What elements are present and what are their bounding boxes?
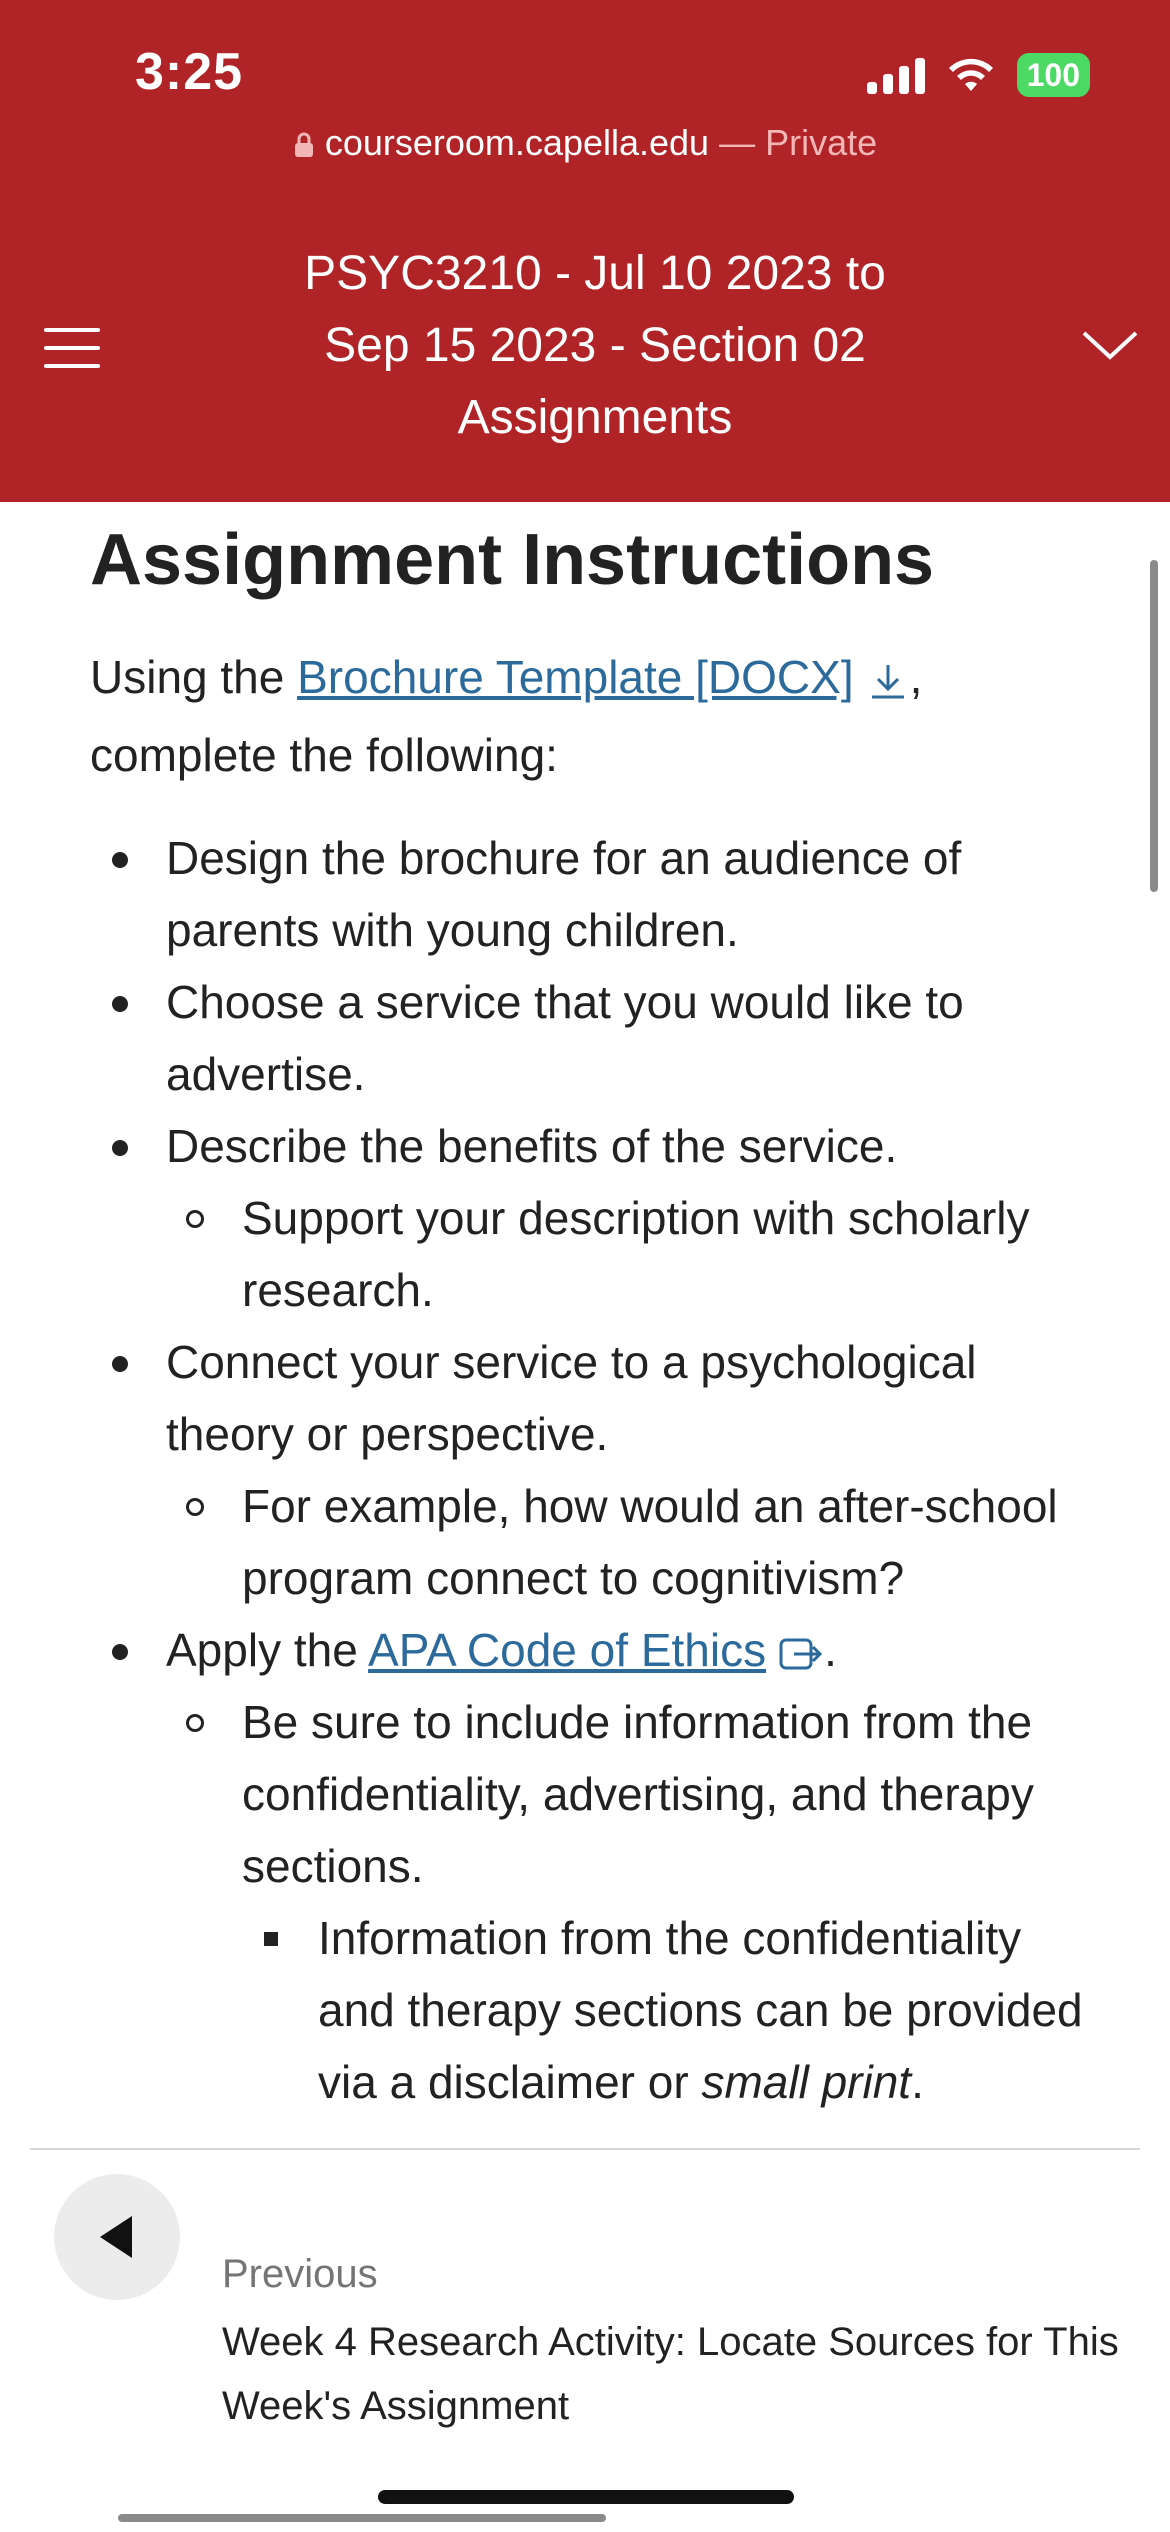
sub-list-item	[166, 1470, 1110, 1614]
horizontal-scrollbar[interactable]	[118, 2514, 606, 2522]
bullet-text: Connect your service to a psychological theory or perspective.	[166, 1336, 977, 1460]
bullet-text: Describe the benefits of the service.	[166, 1120, 898, 1172]
bullet-icon	[112, 1356, 128, 1372]
circle-bullet-icon	[186, 1714, 204, 1732]
page-title: Assignment Instructions	[90, 520, 935, 600]
sub-list-item	[166, 1686, 1110, 2118]
sub-bullet-text: For example, how would an after-school program connect to cognitivism?	[242, 1480, 1058, 1604]
course-title	[230, 238, 960, 454]
course-title-line3: Assignments	[457, 391, 733, 444]
download-icon[interactable]	[866, 659, 910, 703]
list-item	[90, 1614, 1110, 2118]
list-item	[90, 1326, 1110, 1614]
bullet-text: Choose a service that you would like to advertise.	[166, 976, 964, 1100]
back-arrow-icon	[96, 2212, 136, 2262]
list-item	[90, 822, 1110, 966]
vertical-scrollbar[interactable]	[1150, 560, 1158, 892]
square-bullet-icon	[264, 1932, 278, 1946]
address-bar[interactable]	[0, 122, 1170, 164]
lock-icon	[293, 131, 315, 159]
course-title-line1: PSYC3210 - Jul 10 2023 to	[304, 247, 886, 300]
bullet-icon	[112, 996, 128, 1012]
main-content	[90, 520, 1110, 2118]
status-icons	[867, 50, 1090, 100]
footer-divider	[30, 2148, 1140, 2150]
chevron-down-icon[interactable]	[1080, 325, 1140, 365]
bullet-icon	[112, 1140, 128, 1156]
intro-line2: complete the following:	[90, 729, 558, 781]
previous-button[interactable]	[54, 2174, 180, 2300]
small-print-text: small print	[701, 2056, 912, 2108]
wifi-icon	[947, 57, 995, 93]
sub-sub-bullet-suffix: .	[911, 2056, 924, 2108]
sub-list-item	[166, 1182, 1110, 1326]
instructions-list	[90, 822, 1110, 2118]
sub-list	[166, 1182, 1110, 1326]
bullet-suffix: .	[824, 1624, 837, 1676]
bullet-icon	[112, 1644, 128, 1660]
previous-label: Previous	[222, 2252, 378, 2296]
bullet-prefix: Apply the	[166, 1624, 358, 1676]
list-item	[90, 1110, 1110, 1326]
list-item	[90, 966, 1110, 1110]
intro-comma: ,	[909, 651, 923, 703]
intro-prefix: Using the	[90, 651, 285, 703]
sub-list	[166, 1686, 1110, 2118]
header-bar	[0, 0, 1170, 502]
private-label: — Private	[719, 122, 878, 163]
bullet-icon	[112, 852, 128, 868]
cellular-signal-icon	[867, 56, 925, 94]
external-link-icon[interactable]	[778, 1634, 824, 1674]
url-text: courseroom.capella.edu	[324, 122, 710, 163]
sub-sub-list-item	[242, 1902, 1110, 2118]
battery-indicator: 100	[1017, 53, 1090, 97]
bullet-text: Design the brochure for an audience of parents with young children.	[166, 832, 962, 956]
status-time: 3:25	[135, 43, 244, 101]
previous-assignment-link[interactable]: Week 4 Research Activity: Locate Sources for This Week's Assignment	[222, 2320, 1119, 2428]
sub-sub-list	[242, 1902, 1110, 2118]
apa-code-of-ethics-link[interactable]: APA Code of Ethics	[368, 1624, 767, 1676]
menu-icon[interactable]	[44, 328, 100, 368]
sub-list	[166, 1470, 1110, 1614]
sub-bullet-text: Support your description with scholarly research.	[242, 1192, 1030, 1316]
sub-bullet-text: Be sure to include information from the confidentiality, advertising, and therapy sections.	[242, 1696, 1034, 1892]
home-indicator[interactable]	[378, 2490, 794, 2504]
intro-text	[90, 638, 1110, 794]
course-title-line2: Sep 15 2023 - Section 02	[324, 319, 866, 372]
brochure-template-link[interactable]: Brochure Template [DOCX]	[297, 651, 854, 703]
circle-bullet-icon	[186, 1210, 204, 1228]
sub-sub-bullet-text: Information from the confidentiality and therapy sections can be provided via a disclaimer or	[318, 1912, 1083, 2108]
circle-bullet-icon	[186, 1498, 204, 1516]
